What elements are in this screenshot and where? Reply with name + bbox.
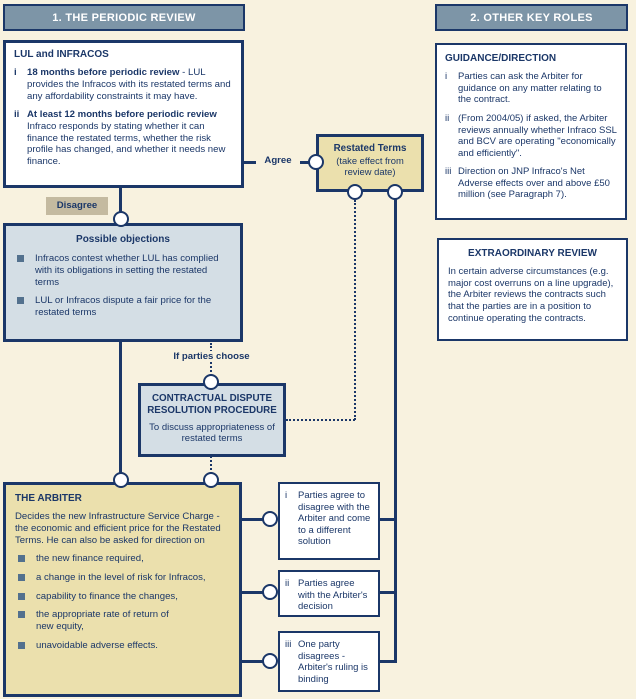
outcome-i-number: i xyxy=(285,490,288,501)
lul-item-i-number: i xyxy=(14,67,17,79)
square-bullet-icon xyxy=(18,611,25,618)
extraordinary-review-body: In certain adverse circumstances (e.g. major cost overruns on a line upgrade), the Arbiter reviews the contracts such that the parties are in a position to continue operating the contracts. xyxy=(448,266,614,324)
junction-circle-restated-bottom-left xyxy=(347,184,363,200)
junction-circle-outcome-iii xyxy=(262,653,278,669)
dispute-resolution-subtitle: To discuss appropriateness of restated terms xyxy=(149,421,275,445)
lul-item-ii-text: At least 12 months before periodic review Infraco responds by stating whether it can finance the restated terms, whether the risk profile has changed, and whether it needs new finance. xyxy=(27,109,226,168)
extraordinary-review-box xyxy=(437,238,628,341)
arbiter-bullet-text: capability to finance the changes, xyxy=(36,590,178,602)
restated-terms-title: Restated Terms xyxy=(333,143,407,154)
arbiter-title: THE ARBITER xyxy=(15,493,82,504)
square-bullet-icon xyxy=(18,593,25,600)
disagree-label: Disagree xyxy=(46,197,108,215)
junction-circle-arbiter-left xyxy=(113,472,129,488)
square-bullet-icon xyxy=(18,555,25,562)
outcome-ii-text: Parties agree with the Arbiter's decision xyxy=(298,578,368,613)
junction-circle-outcome-i xyxy=(262,511,278,527)
connector-outcome-ii-to-vertical xyxy=(380,591,395,594)
guidance-item-ii-text: (From 2004/05) if asked, the Arbiter reviews annually whether Infraco SSL and BCV are operating "economically and efficiently". xyxy=(458,112,617,159)
arbiter-bullet xyxy=(15,640,230,652)
outcome-ii-item xyxy=(285,578,373,613)
guidance-item-i-text: Parties can ask the Arbiter for guidance on any matter relating to the contract. xyxy=(458,71,602,106)
arbiter-intro: Decides the new Infrastructure Service Charge - the economic and efficient price for the Restated Terms. He can also be asked for direction on xyxy=(15,511,221,546)
outcome-ii-number: ii xyxy=(285,578,290,589)
outcome-box-iii xyxy=(278,631,380,692)
section-header-periodic-review xyxy=(3,4,245,31)
section-header-periodic-review-label: 1. THE PERIODIC REVIEW xyxy=(52,11,196,24)
objection-item xyxy=(14,295,232,318)
objection-item xyxy=(14,253,232,288)
lul-item-ii xyxy=(14,109,233,168)
section-header-other-key-roles-label: 2. OTHER KEY ROLES xyxy=(470,11,593,24)
junction-circle-cdrp-top xyxy=(203,374,219,390)
section-header-other-key-roles xyxy=(435,4,628,31)
restated-terms-box xyxy=(316,134,424,192)
guidance-item-iii-text: Direction on JNP Infraco's Net Adverse effects over and above £50 million (see Paragraph 7). xyxy=(458,166,610,201)
extraordinary-review-title: EXTRAORDINARY REVIEW xyxy=(468,248,597,259)
outcome-iii-number: iii xyxy=(285,639,292,650)
objection-item-text: LUL or Infracos dispute a fair price for the restated terms xyxy=(35,295,212,318)
junction-circle-arbiter-mid xyxy=(203,472,219,488)
outcome-i-item xyxy=(285,490,373,548)
possible-objections-title: Possible objections xyxy=(76,234,170,245)
dispute-resolution-box xyxy=(138,383,286,457)
guidance-direction-title: GUIDANCE/DIRECTION xyxy=(445,53,557,64)
arbiter-bullet xyxy=(15,553,230,565)
arbiter-box xyxy=(3,482,242,697)
square-bullet-icon xyxy=(17,255,24,262)
junction-circle-outcome-ii xyxy=(262,584,278,600)
arbiter-bullet xyxy=(15,591,230,603)
connector-outcome-i-to-vertical xyxy=(380,518,395,521)
outcome-box-i xyxy=(278,482,380,560)
dotted-connector-restated-down xyxy=(354,200,356,420)
arbiter-bullet xyxy=(15,609,230,632)
lul-infracos-title: LUL and INFRACOS xyxy=(14,49,109,60)
square-bullet-icon xyxy=(18,574,25,581)
connector-objections-to-arbiter xyxy=(119,341,122,481)
guidance-item-iii xyxy=(445,166,617,201)
possible-objections-box xyxy=(3,223,243,342)
lul-infracos-box xyxy=(3,40,244,188)
guidance-item-ii-number: ii xyxy=(445,112,450,124)
square-bullet-icon xyxy=(17,297,24,304)
guidance-item-ii xyxy=(445,113,617,159)
arbiter-bullet-text: the new finance required, xyxy=(36,553,144,565)
dispute-resolution-title: CONTRACTUAL DISPUTE RESOLUTION PROCEDURE xyxy=(147,393,277,416)
outcome-i-text: Parties agree to disagree with the Arbiter and come to a different solution xyxy=(298,490,371,548)
restated-terms-subtitle: (take effect from review date) xyxy=(336,154,404,178)
arbiter-bullet-text: unavoidable adverse effects. xyxy=(36,639,158,651)
objection-item-text: Infracos contest whether LUL has complied with its obligations in setting the restated terms xyxy=(35,253,219,288)
guidance-item-iii-number: iii xyxy=(445,166,452,178)
arbiter-bullet-text: a change in the level of risk for Infracos, xyxy=(36,572,206,583)
guidance-item-i-number: i xyxy=(445,71,448,83)
lul-item-ii-number: ii xyxy=(14,109,20,121)
junction-circle-agree xyxy=(308,154,324,170)
arbiter-bullet-text: the appropriate rate of return of new equity, xyxy=(36,609,169,633)
arbiter-bullet xyxy=(15,572,230,584)
square-bullet-icon xyxy=(18,642,25,649)
outcome-iii-text: One party disagrees - Arbiter's ruling is binding xyxy=(298,639,368,685)
dotted-connector-cdrp-to-restated xyxy=(286,419,355,421)
lul-item-i xyxy=(14,67,233,102)
outcome-iii-item xyxy=(285,639,373,685)
junction-circle-objections-top xyxy=(113,211,129,227)
guidance-item-i xyxy=(445,71,617,106)
if-parties-choose-label: If parties choose xyxy=(164,351,259,362)
lul-item-i-text: 18 months before periodic review - LUL provides the Infracos with its restated terms and any affordability constraints it may have. xyxy=(27,67,231,102)
outcome-box-ii xyxy=(278,570,380,617)
agree-label: Agree xyxy=(256,155,300,166)
junction-circle-restated-bottom-right xyxy=(387,184,403,200)
connector-outcome-iii-to-vertical xyxy=(380,660,395,663)
guidance-direction-box xyxy=(435,43,627,220)
